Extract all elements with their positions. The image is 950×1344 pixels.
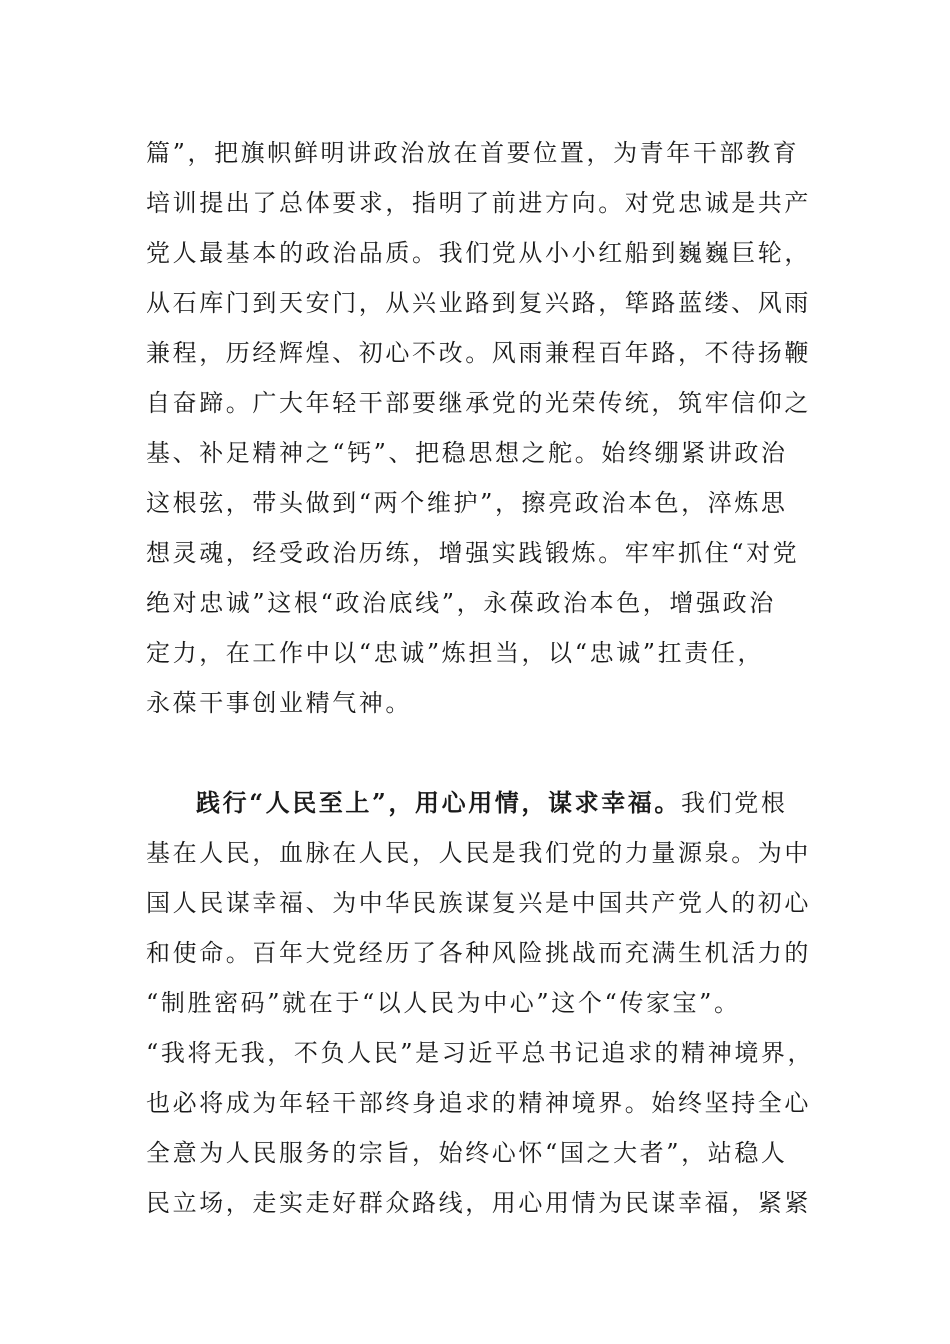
text-line: 基在人民，血脉在人民，人民是我们党的力量源泉。为中: [146, 839, 811, 867]
text-line: 永葆干事创业精气神。: [146, 689, 412, 717]
text-line: 也必将成为年轻干部终身追求的精神境界。始终坚持全心: [146, 1089, 811, 1117]
text-line: 基、补足精神之“钙”、把稳思想之舵。始终绷紧讲政治: [146, 439, 788, 467]
text-line: 民立场，走实走好群众路线，用心用情为民谋幸福，紧紧: [146, 1189, 811, 1217]
text-line: 这根弦，带头做到“两个维护”，擦亮政治本色，淬炼思: [146, 489, 788, 517]
paragraph-people-first: [146, 778, 815, 1228]
text-line: 从石库门到天安门，从兴业路到复兴路，筚路蓝缕、风雨: [146, 289, 811, 317]
text-line: 全意为人民服务的宗旨，始终心怀“国之大者”，站稳人: [146, 1139, 788, 1167]
paragraph-loyalty: [146, 128, 811, 728]
text-line: 党人最基本的政治品质。我们党从小小红船到巍巍巨轮，: [146, 239, 811, 267]
text-line: “我将无我，不负人民”是习近平总书记追求的精神境界，: [146, 1039, 815, 1067]
text-line: 和使命。百年大党经历了各种风险挑战而充满生机活力的: [146, 939, 811, 967]
text-line: 培训提出了总体要求，指明了前进方向。对党忠诚是共产: [146, 189, 811, 217]
text-line: 国人民谋幸福、为中华民族谋复兴是中国共产党人的初心: [146, 889, 811, 917]
paragraph-spacer: [146, 728, 806, 778]
text-line: 自奋蹄。广大年轻干部要继承党的光荣传统，筑牢信仰之: [146, 389, 811, 417]
text-line: 篇”，把旗帜鲜明讲政治放在首要位置，为青年干部教育: [146, 139, 800, 167]
text-line: 定力，在工作中以“忠诚”炼担当，以“忠诚”扛责任，: [146, 639, 765, 667]
heading-continuation: 我们党根: [681, 789, 788, 817]
text-line: 兼程，历经辉煌、初心不改。风雨兼程百年路，不待扬鞭: [146, 339, 811, 367]
text-line-first: [146, 778, 806, 828]
paragraph-heading: 践行“人民至上”，用心用情，谋求幸福。: [196, 788, 682, 817]
text-line: 绝对忠诚”这根“政治底线”，永葆政治本色，增强政治: [146, 589, 776, 617]
text-line: “制胜密码”就在于“以人民为中心”这个“传家宝”。: [146, 989, 741, 1017]
text-line: 想灵魂，经受政治历练，增强实践锻炼。牢牢抓住“对党: [146, 539, 800, 567]
document-page: [146, 128, 815, 1228]
